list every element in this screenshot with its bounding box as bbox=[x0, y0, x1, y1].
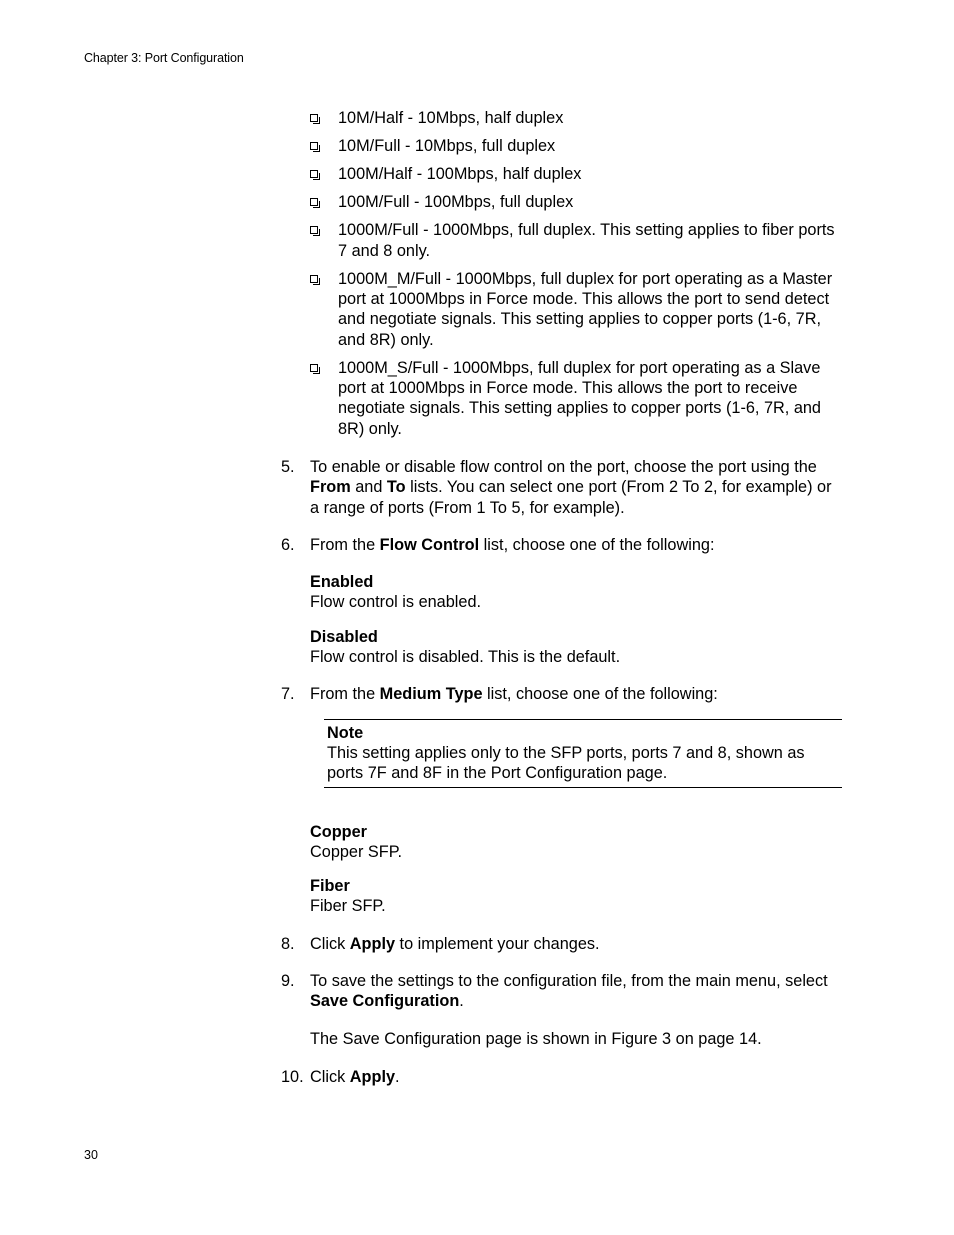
step-number: 8. bbox=[281, 934, 295, 953]
note-text: This setting applies only to the SFP ports, ports 7 and 8, shown as ports 7F and 8F in the Port Configuration page. bbox=[327, 743, 805, 783]
step-number: 5. bbox=[281, 457, 295, 476]
list-item: 100M/Full - 100Mbps, full duplex bbox=[310, 192, 842, 212]
step-9 bbox=[282, 971, 842, 1012]
option-fiber: Fiber Fiber SFP. bbox=[310, 877, 386, 916]
checkbox-bullet-icon bbox=[310, 275, 318, 283]
list-item: 10M/Half - 10Mbps, half duplex bbox=[310, 108, 842, 128]
step-number: 7. bbox=[281, 685, 295, 704]
step-5 bbox=[282, 457, 842, 518]
step-10 bbox=[282, 1067, 842, 1087]
step-number: 6. bbox=[281, 535, 295, 554]
note-box bbox=[324, 719, 842, 788]
step-text: From the Flow Control list, choose one of the following: bbox=[310, 535, 715, 554]
step-text: To enable or disable flow control on the port, choose the port using the From and To lists. You can select one port (From 2 To 2, for example) or a range of ports (From 1 To 5, for example). bbox=[310, 457, 832, 517]
option-disabled: Disabled Flow control is disabled. This is the default. bbox=[310, 627, 621, 667]
step-text: To save the settings to the configuration file, from the main menu, select Save Configuration. bbox=[310, 971, 828, 1011]
step-8 bbox=[282, 934, 842, 954]
option-enabled: Enabled Flow control is enabled. bbox=[310, 573, 482, 612]
running-header: Chapter 3: Port Configuration bbox=[84, 51, 244, 65]
list-item: 100M/Half - 100Mbps, half duplex bbox=[310, 164, 842, 184]
list-item: 10M/Full - 10Mbps, full duplex bbox=[310, 136, 842, 156]
step-6 bbox=[282, 535, 842, 555]
step-text: Click Apply to implement your changes. bbox=[310, 934, 600, 953]
step-9-note: The Save Configuration page is shown in Figure 3 on page 14. bbox=[310, 1029, 762, 1048]
checkbox-bullet-icon bbox=[310, 226, 318, 234]
step-text: From the Medium Type list, choose one of the following: bbox=[310, 685, 718, 704]
list-item: 1000M_S/Full - 1000Mbps, full duplex for port operating as a Slave port at 1000Mbps in Force mode. This allows the port to receive negotiate signals. This setting applies to copper ports (1-6, 7R, and 8R) only. bbox=[310, 358, 842, 439]
checkbox-bullet-icon bbox=[310, 170, 318, 178]
checkbox-bullet-icon bbox=[310, 364, 318, 372]
note-title: Note bbox=[327, 723, 364, 742]
option-copper: Copper Copper SFP. bbox=[310, 822, 403, 861]
speed-option-list bbox=[310, 108, 842, 439]
page-content bbox=[282, 108, 842, 1087]
step-7 bbox=[282, 684, 842, 704]
step-text: Click Apply. bbox=[310, 1067, 400, 1086]
checkbox-bullet-icon bbox=[310, 114, 318, 122]
list-item: 1000M_M/Full - 1000Mbps, full duplex for port operating as a Master port at 1000Mbps in Force mode. This allows the port to send detect and negotiate signals. This setting applies to copper ports (1-6, 7R, and 8R) only. bbox=[310, 269, 842, 350]
checkbox-bullet-icon bbox=[310, 142, 318, 150]
page-number: 30 bbox=[84, 1148, 98, 1162]
list-item: 1000M/Full - 1000Mbps, full duplex. This setting applies to fiber ports 7 and 8 only. bbox=[310, 220, 842, 261]
step-number: 9. bbox=[281, 971, 295, 990]
step-number: 10. bbox=[281, 1067, 304, 1086]
checkbox-bullet-icon bbox=[310, 198, 318, 206]
